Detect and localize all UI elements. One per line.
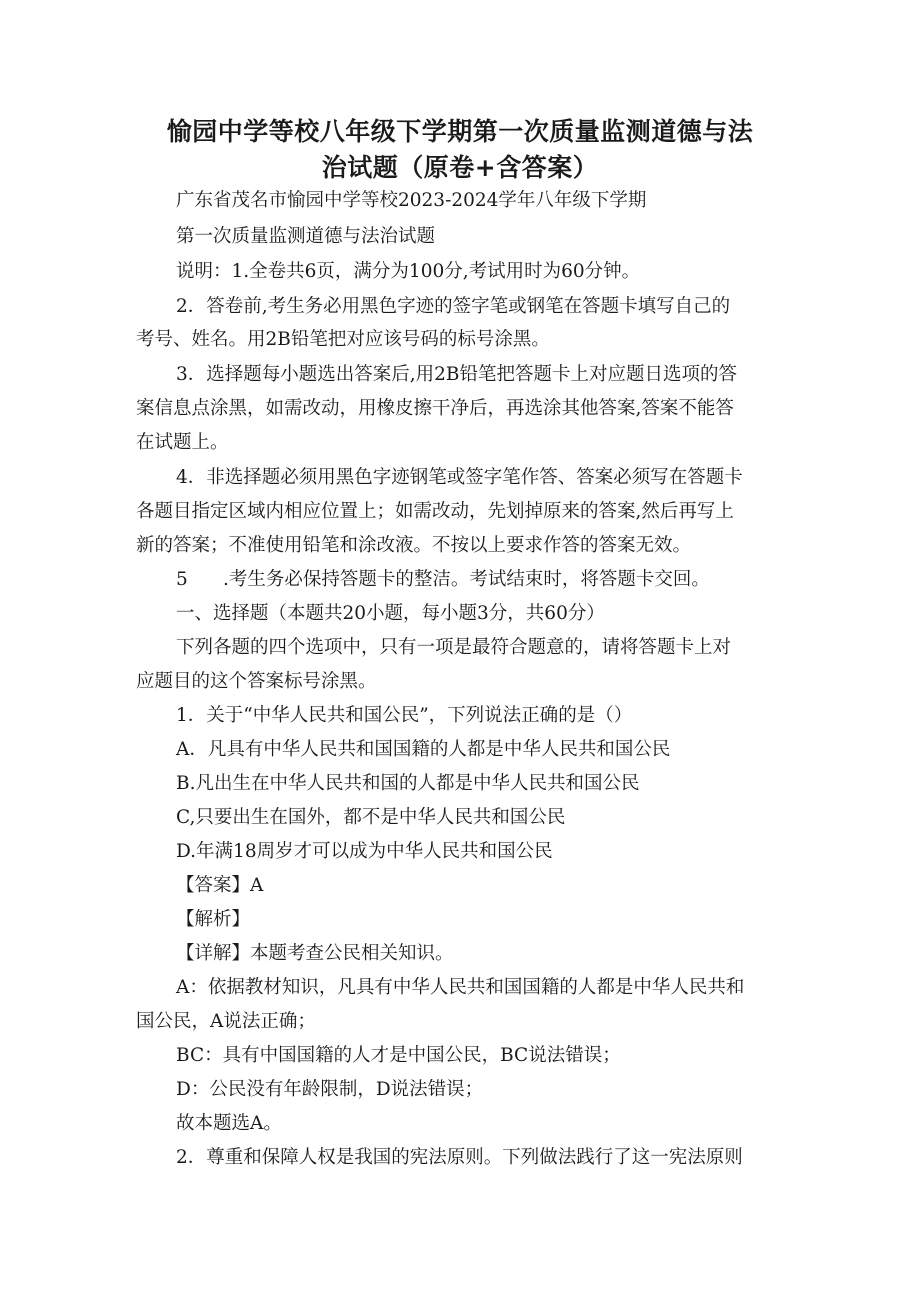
text-line-9: 4．非选择题必须用黑色字迹钢笔或签字笔作答、答案必须写在答题卡 [176, 467, 743, 488]
text-line-27: D：公民没有年龄限制，D说法错误； [176, 1079, 484, 1100]
option-a: A．凡具有中华人民共和国国籍的人都是中华人民共和国公民 [176, 739, 671, 760]
section-heading: 一、选择题（本题共20小题，每小题3分，共60分） [176, 603, 605, 624]
text-line-14: 下列各题的四个选项中，只有一项是最符合题意的，请将答题卡上对 [176, 637, 732, 658]
question-2: 2．尊重和保障人权是我国的宪法原则。下列做法践行了这一宪法原则 [176, 1147, 743, 1168]
text-line-15: 应题目的这个答案标号涂黑。 [136, 671, 377, 692]
option-c: C,只要出生在国外，都不是中华人民共和国公民 [176, 807, 566, 828]
text-line-25: 国公民，A说法正确； [136, 1011, 316, 1032]
option-d: D.年满18周岁才可以成为中华人民共和国公民 [176, 841, 553, 862]
text-line-3: 说明：1.全卷共6页，满分为100分,考试用时为60分钟。 [176, 261, 641, 282]
document-title-line-1: 愉园中学等校八年级下学期第一次质量监测道德与法 [166, 117, 754, 146]
text-line-1: 广东省茂名市愉园中学等校2023-2024学年八年级下学期 [176, 190, 647, 211]
detail-label: 【详解】本题考查公民相关知识。 [176, 943, 454, 964]
text-line-24: A：依据教材知识，凡具有中华人民共和国国籍的人都是中华人民共和 [176, 977, 745, 998]
text-line-28: 故本题选A。 [176, 1113, 282, 1134]
text-line-7: 案信息点涂黑，如需改动，用橡皮擦干净后，再选涂其他答案,答案不能答 [136, 398, 734, 419]
document-title-line-2: 治试题（原卷+含答案） [321, 153, 599, 182]
option-b: B.凡出生在中华人民共和国的人都是中华人民共和国公民 [176, 773, 640, 794]
text-line-5: 考号、姓名。用2B铅笔把对应该号码的标号涂黑。 [136, 329, 550, 350]
text-line-10: 各题目指定区域内相应位置上；如需改动，先划掉原来的答案,然后再写上 [136, 501, 734, 522]
analysis-label: 【解析】 [176, 909, 251, 930]
text-line-26: BC：具有中国国籍的人才是中国公民，BC说法错误； [176, 1045, 621, 1066]
text-line-2: 第一次质量监测道德与法治试题 [176, 226, 436, 247]
question-1: 1．关于“中华人民共和国公民”，下列说法正确的是（） [176, 705, 633, 726]
answer-label: 【答案】A [176, 875, 264, 896]
text-line-4: 2．答卷前,考生务必用黑色字迹的签字笔或钢笔在答题卡填写自己的 [176, 296, 731, 317]
text-line-12: 5 .考生务必保持答题卡的整洁。考试结束时，将答题卡交回。 [176, 569, 710, 590]
text-line-8: 在试题上。 [136, 432, 229, 453]
text-line-11: 新的答案；不准使用铅笔和涂改液。不按以上要求作答的答案无效。 [136, 535, 692, 556]
text-line-6: 3．选择题每小题选出答案后,用2B铅笔把答题卡上对应题日选项的答 [176, 364, 738, 385]
